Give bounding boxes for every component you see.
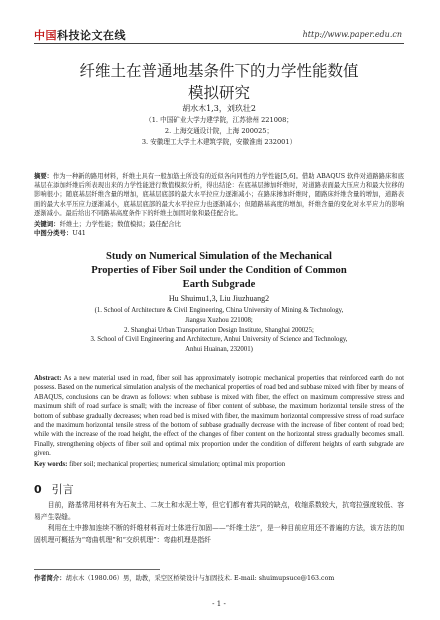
logo-red-text: 中国 [34,29,57,42]
body-paragraph-2: 利用在土中掺加连续不断的纤维材料而对土体进行加固——“纤维土法”，是一种目前应用还不普遍的方法，该方法的加固机理可概括为“弯曲机理”和“交织机理”：弯曲机理是指纤 [34,524,404,544]
section-heading [34,481,404,497]
title-en-line3: Earth Subgrade [182,279,256,290]
affiliations-en [34,306,404,355]
affiliations-cn [34,115,404,148]
page-number: - 1 - [212,600,226,608]
title-cn-line2: 模拟研究 [187,84,250,102]
affiliation-en-3: 2. Shanghai Urban Transportation Design Institute, Shanghai 200025; [124,326,314,334]
section-number: 0 [34,483,42,496]
affiliation-en-1: (1. School of Architecture & Civil Engineering, China University of Mining & Technology, [94,307,344,314]
keywords-cn [34,219,404,228]
keywords-en [34,461,404,468]
abstract-cn-text: 作为一种新的路用材料，纤维土具有一般加筋土所没有的近似各向同性的力学性能[5,6]。借助 ABAQUS 软件对道路路床和底基层在添加纤维后所表现出来的力学性能进行数值模拟分析，得出结论：在底基层掺加纤维时，对道路表面最大压应力和最大位移的影响很小；随底基层纤维含量的增加，底基层底部的最大水平拉应力逐渐减小；在路床掺加纤维时，随路床纤维含量的增加，道路表面的最大水平压应力逐渐减小，底基层底部的最大水平拉应力也逐渐减小；但随路基高度的增加，纤维含量的变化对水平应力的影响逐渐减小。最后给出不同路基高度条件下的纤维土加固对象和最佳配合比。 [34,173,405,217]
abstract-cn [34,172,404,218]
abstract-en-text: As a new material used in road, fiber soil has approximately isotropic mechanical properties that reinforced earth do not possess. Based on the numerical simulation analysis of the mechanical properties of road bed and subbase mixed with fiber by means of ABAQUS, conclusions can be drawn as follows: when subbase is mixed with fiber, the effect on maximum compressive stress and maximum shift of road surface is small; with the increase of fiber content of subbase, the maximum horizontal tensile stress of the bottom of subbase gradually decreases; when road bed is mixed with fiber, the maximum horizontal compressive stress of road surface and the maximum horizontal tensile stress of the bottom of subbase gradually decrease with the increase of fiber content of road bed; while with the increase of the road height, the effect of the changes of fiber content on the horizontal stress gradually becomes small. Finally, strengthening objects of fiber soil and optimal mix proportion under the condition of different heights of earth subgrade are given. [34,375,405,458]
footnote-label: 作者简介： [34,575,66,582]
affiliation-en-2: Jiangsu Xuzhou 221008; [185,316,253,324]
body-paragraph-1: 目前，路基常用材料有为石灰土、二灰土和水泥土等，但它们都有着共同的缺点，收缩系数较大，抗弯拉强度较低、容易产生裂缝。 [34,501,404,521]
affiliation-en-4: 3. School of Civil Engineering and Architecture, Anhui University of Science and Technology, [90,336,348,344]
section-title: 引言 [51,483,74,496]
affiliation-en-5: Anhui Huainan, 232001) [185,346,253,354]
keywords-cn-text: 纤维土；力学性能；数值模拟；最佳配合比 [59,220,181,228]
keywords-en-text: fiber soil; mechanical properties; numerical simulation; optimal mix proportion [69,461,286,468]
footnote [34,573,404,582]
abstract-en-label: Abstract: [34,375,62,382]
title-en-line2: Properties of Fiber Soil under the Condition of Common [91,265,347,276]
body-text [34,500,404,546]
footnote-rule [34,569,160,570]
title-en-line1: Study on Numerical Simulation of the Mechanical [105,251,332,262]
affiliation-cn-3: 3. 安徽理工大学土木建筑学院，安徽淮南 232001） [141,138,297,146]
title-en [34,250,404,292]
clc-label: 中图分类号： [34,229,73,237]
affiliation-cn-1: （1. 中国矿业大学力建学院，江苏徐州 221008； [145,116,293,124]
header-rule [34,43,404,44]
affiliation-cn-2: 2. 上海交通设计院，上海 200025； [164,127,274,135]
title-cn-line1: 纤维土在普通地基条件下的力学性能数值 [79,62,359,80]
site-logo[interactable] [34,27,126,43]
site-url[interactable]: http://www.paper.edu.cn [302,30,402,39]
clc-number [34,228,404,237]
keywords-en-label: Key words: [34,461,68,468]
abstract-en [34,374,404,459]
authors-cn: 胡水木1,3，刘玖壮2 [182,104,256,113]
abstract-cn-label: 摘要： [34,173,53,180]
logo-black-text: 科技论文在线 [57,29,126,42]
footnote-text: 胡水木（1980.06）男，助教，采空区桥梁设计与加固技术. E-mail: shuimupsuce@163.com [65,575,335,582]
title-cn [34,60,404,104]
authors-en: Hu Shuimu1,3, Liu Jiuzhuang2 [168,294,270,303]
keywords-cn-label: 关键词： [34,220,60,228]
clc-value: U41 [72,229,86,237]
